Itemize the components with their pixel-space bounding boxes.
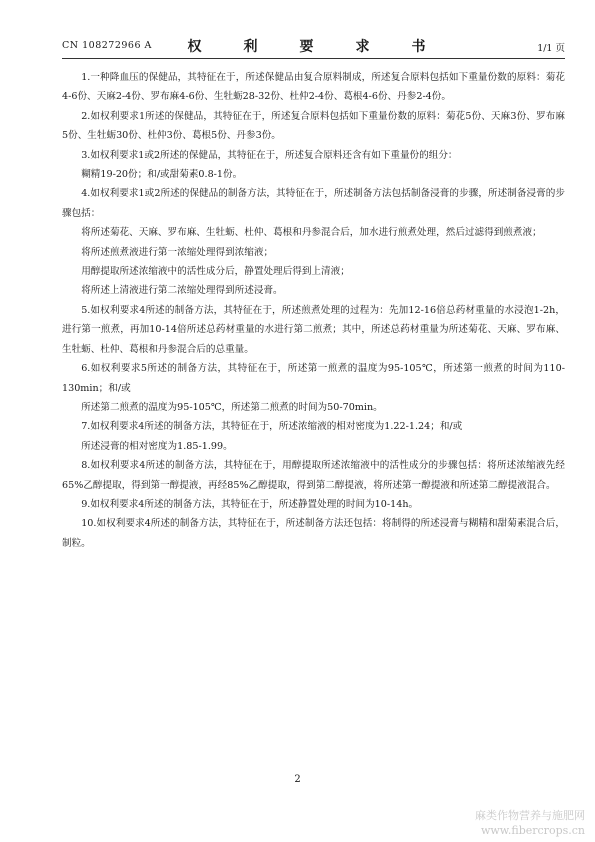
- document-number: CN 108272966 A: [62, 40, 152, 51]
- claim-3-text: 3.如权利要求1或2所述的保健品，其特征在于，所述复合原料还含有如下重量份的组分：: [81, 149, 458, 161]
- claim-10-text: 10.如权利要求4所述的制备方法，其特征在于，所述制备方法还包括：将制得的所述浸膏与糊精和甜菊素混合后，制粒。: [62, 518, 565, 549]
- claim-1-text: 1.一种降血压的保健品，其特征在于，所述保健品由复合原料制成，所述复合原料包括如下重量份数的原料：菊花4-6份、天麻2-4份、罗布麻4-6份、生牡蛎28-32份、杜仲2-4份、葛根4-6份、丹参2-4份。: [62, 72, 565, 103]
- claim-9: [62, 495, 565, 514]
- claim-10: [62, 514, 565, 553]
- watermark-name: 麻类作物营养与施肥网: [475, 809, 585, 822]
- watermark: [475, 808, 585, 838]
- claim-7-subparagraph: 所述浸膏的相对密度为1.85-1.99。: [81, 440, 233, 452]
- claim-8: [62, 456, 565, 495]
- claim-1: [62, 68, 565, 107]
- claim-4-subparagraph: 将所述上清液进行第二浓缩处理得到所述浸膏。: [81, 285, 283, 297]
- claim-4: [62, 184, 565, 300]
- page-indicator: 1/1 页: [537, 43, 565, 54]
- claim-6-subparagraph: 所述第二煎煮的温度为95-105℃，所述第二煎煮的时间为50-70min。: [81, 401, 383, 413]
- claim-4-text: 4.如权利要求1或2所述的保健品的制备方法，其特征在于，所述制备方法包括制备浸膏的步骤，所述制备浸膏的步骤包括：: [62, 188, 565, 219]
- claims-body: [62, 68, 565, 553]
- claim-8-text: 8.如权利要求4所述的制备方法，其特征在于，用醇提取所述浓缩液中的活性成分的步骤包括：将所述浓缩液先经65%乙醇提取，得到第一醇提液，再经85%乙醇提取，得到第二醇提液，将所述第一醇提液和所述第二醇提液混合。: [62, 460, 565, 491]
- claim-9-text: 9.如权利要求4所述的制备方法，其特征在于，所述静置处理的时间为10-14h。: [81, 498, 419, 510]
- claim-6: [62, 359, 565, 417]
- claim-2-text: 2.如权利要求1所述的保健品，其特征在于，所述复合原料包括如下重量份数的原料：菊花5份、天麻3份、罗布麻5份、生牡蛎30份、杜仲3份、葛根5份、丹参3份。: [62, 110, 565, 142]
- claim-4-subparagraph: 将所述菊花、天麻、罗布麻、生牡蛎、杜仲、葛根和丹参混合后，加水进行煎煮处理，然后过滤得到煎煮液；: [81, 227, 542, 239]
- claim-4-subparagraph: 用醇提取所述浓缩液中的活性成分后，静置处理后得到上清液；: [81, 266, 350, 278]
- claim-3: [62, 146, 565, 185]
- claim-2: [62, 107, 565, 146]
- claim-7-text: 7.如权利要求4所述的制备方法，其特征在于，所述浓缩液的相对密度为1.22-1.24；和/或: [81, 421, 463, 433]
- claim-4-subparagraph: 将所述煎煮液进行第一浓缩处理得到浓缩液；: [81, 246, 274, 258]
- watermark-url: www.fibercrops.cn: [480, 824, 585, 837]
- claim-5: [62, 301, 565, 359]
- page-number: 2: [294, 774, 301, 785]
- claim-6-text: 6.如权利要求5所述的制备方法，其特征在于，所述第一煎煮的温度为95-105℃，所述第一煎煮的时间为110-130min；和/或: [62, 363, 565, 394]
- page-title: 权 利 要 求 书: [187, 39, 440, 55]
- claim-5-text: 5.如权利要求4所述的制备方法，其特征在于，所述煎煮处理的过程为：先加12-16倍总药材重量的水浸泡1-2h，进行第一煎煮，再加10-14倍所述总药材重量的水进行第二煎煮；其中，所述总药材重量为所述菊花、天麻、罗布麻、生牡蛎、杜仲、葛根和丹参混合后的总重量。: [62, 304, 565, 355]
- claim-7: [62, 417, 565, 456]
- claim-3-subparagraph: 糊精19-20份；和/或甜菊素0.8-1份。: [81, 169, 243, 181]
- page-header: [62, 36, 565, 59]
